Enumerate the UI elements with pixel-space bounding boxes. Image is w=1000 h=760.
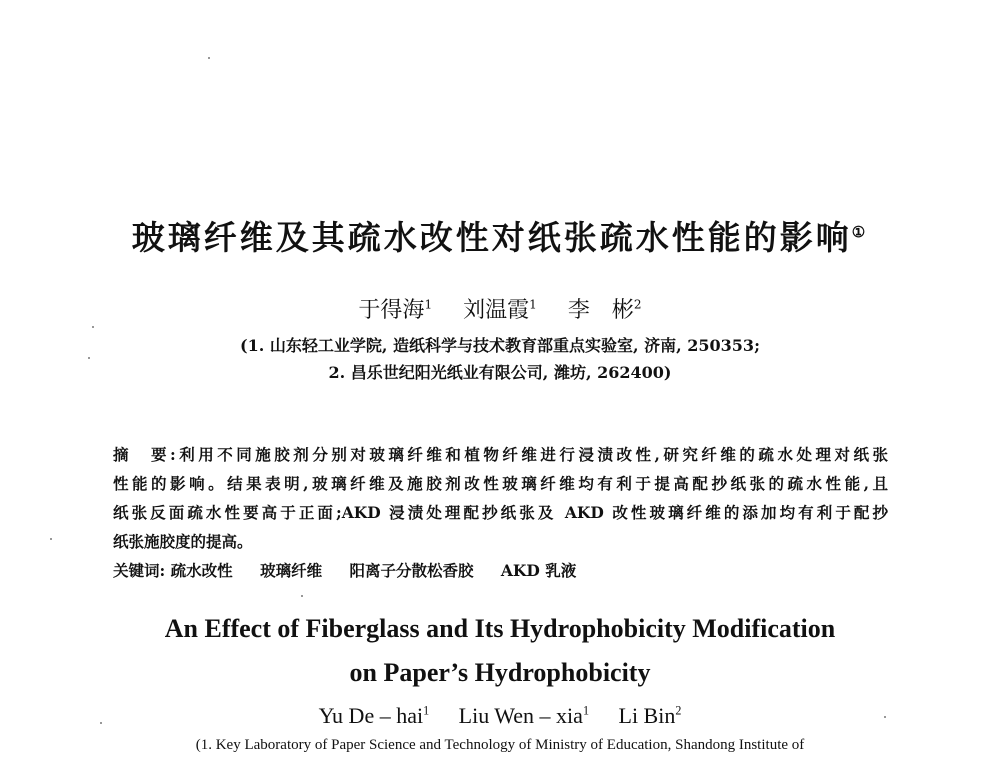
author-name: 刘温霞 [463,298,530,323]
abstract-line: 纸张施胶度的提高。 [113,532,253,551]
scan-speck [88,357,90,359]
chinese-author [568,298,642,323]
chinese-title [0,212,1000,259]
english-author [619,703,682,728]
scan-speck [50,538,52,540]
english-affiliation: (1. Key Laboratory of Paper Science and Technology of Ministry of Education, Shandong Institute of [195,737,805,753]
scan-speck [301,595,303,597]
author-name: 于得海 [358,298,425,323]
abstract-line: 性能的影响。结果表明,玻璃纤维及施胶剂改性玻璃纤维均有利于提高配抄纸张的疏水性能,且 [113,474,888,493]
abstract-line [113,440,888,469]
scan-speck [884,716,886,718]
chinese-abstract [113,440,888,556]
keyword: AKD 乳液 [500,561,577,580]
chinese-keywords [113,556,888,585]
english-title-line: on Paper’s Hydrophobicity [349,658,651,687]
chinese-author [463,298,537,323]
chinese-authors [0,293,1000,324]
author-name: 李 彬 [567,298,634,323]
chinese-title-text: 玻璃纤维及其疏水改性对纸张疏水性能的影响 [131,218,852,257]
keywords-label: 关键词: [113,561,166,580]
english-authors [0,703,1000,729]
english-author [459,703,589,728]
english-author [319,703,430,728]
abstract-line: 纸张反面疏水性要高于正面;AKD 浸渍处理配抄纸张及 AKD 改性玻璃纤维的添加均有利于配抄 [113,503,888,522]
author-name: Liu Wen – xia [458,703,583,728]
scan-speck [208,57,210,59]
abstract-text: 利用不同施胶剂分别对玻璃纤维和植物纤维进行浸渍改性,研究纤维的疏水处理对纸张 [175,445,888,464]
keyword: 阳离子分散松香胶 [349,561,474,580]
keyword: 疏水改性 [170,561,233,580]
author-affiliation-mark: 1 [582,703,589,718]
scan-speck [100,722,102,724]
footnote-mark: ① [851,223,869,241]
abstract-label: 摘 要: [113,445,176,464]
author-affiliation-mark: 1 [424,297,433,312]
chinese-affiliation-line: 2. 昌乐世纪阳光纸业有限公司, 潍坊, 262400) [328,363,672,382]
keyword: 玻璃纤维 [260,561,323,580]
chinese-affiliation-line: (1. 山东轻工业学院, 造纸科学与技术教育部重点实验室, 济南, 250353; [240,336,760,355]
author-affiliation-mark: 2 [675,703,682,718]
author-affiliation-mark: 2 [633,297,642,312]
author-name: Yu De – hai [318,703,424,728]
author-name: Li Bin [618,703,676,728]
scan-speck [92,326,94,328]
author-affiliation-mark: 1 [423,703,430,718]
author-affiliation-mark: 1 [529,297,537,312]
chinese-author [358,298,432,323]
english-title-line: An Effect of Fiberglass and Its Hydrophobicity Modification [164,614,836,643]
